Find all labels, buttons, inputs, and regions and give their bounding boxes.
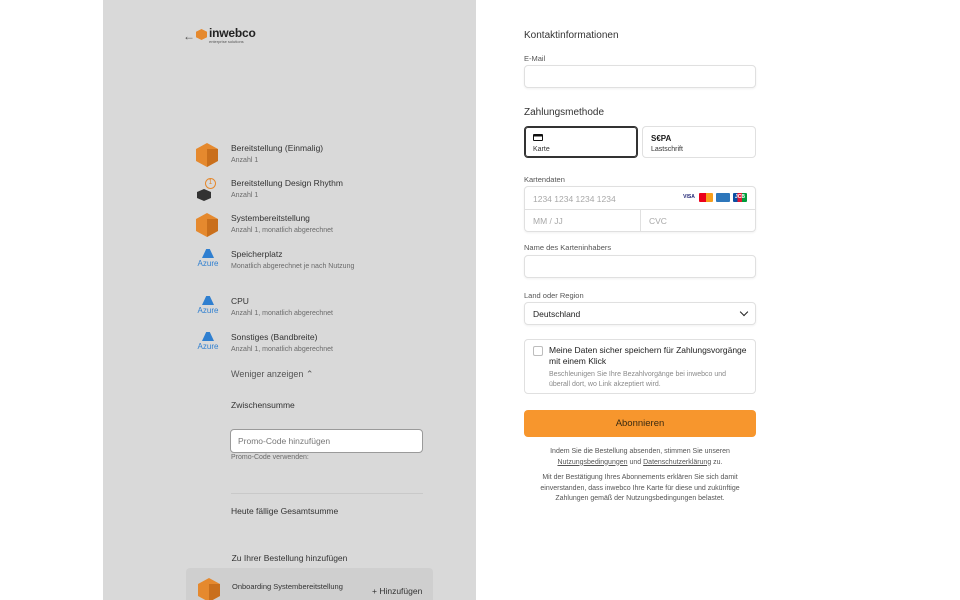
divider xyxy=(231,493,423,494)
promo-code-input[interactable]: Promo-Code hinzufügen xyxy=(230,429,423,453)
upsell-name: Onboarding Systembereitstellung xyxy=(232,582,343,591)
line-item xyxy=(196,178,436,208)
show-less-toggle[interactable] xyxy=(231,369,313,380)
logo-mark-icon xyxy=(196,29,207,40)
line-item-sub: Anzahl 1 xyxy=(231,192,259,199)
save-info-description: Beschleunigen Sie Ihre Bezahlvorgänge bei inwebco und überall dort, wo Link akzeptiert wird. xyxy=(549,371,727,388)
cardholder-label: Name des Karteninhabers xyxy=(524,243,612,252)
line-item-sub: Anzahl 1, monatlich abgerechnet xyxy=(231,227,333,234)
cardholder-name-field[interactable] xyxy=(524,255,756,278)
save-info-checkbox[interactable] xyxy=(533,346,543,356)
card-details-label: Kartendaten xyxy=(524,175,565,184)
line-item-sub: Anzahl 1 xyxy=(231,157,259,164)
promo-code-label: Promo-Code verwenden: xyxy=(231,454,309,461)
rhythm-badge: 1 xyxy=(205,178,216,189)
inwebco-logo[interactable] xyxy=(196,26,256,44)
show-less-label: Weniger anzeigen xyxy=(231,369,304,379)
line-item xyxy=(196,296,436,326)
country-label: Land oder Region xyxy=(524,291,584,300)
terms-link[interactable]: Nutzungsbedingungen xyxy=(557,458,628,466)
save-info-box xyxy=(524,339,756,394)
card-details-group xyxy=(524,186,756,232)
legal-consent-text: Mit der Bestätigung Ihres Abonnements erklären Sie sich damit einverstanden, dass inwebco Ihre Karte für diese und zukünftige Zahlungen gemäß der Nutzungsbedingungen belastet. xyxy=(540,474,740,502)
email-label: E-Mail xyxy=(524,54,546,63)
logo-text: inwebco xyxy=(209,26,256,40)
expiry-input[interactable]: MM / JJ xyxy=(533,216,563,226)
line-item xyxy=(196,213,436,243)
upsell-item xyxy=(186,568,433,600)
line-item-name: Systembereitstellung xyxy=(231,213,310,223)
privacy-link[interactable]: Datenschutzerklärung xyxy=(643,458,712,466)
legal-text-a: Indem Sie die Bestellung absenden, stimmen Sie unseren xyxy=(550,448,730,455)
line-item-name: Bereitstellung (Einmalig) xyxy=(231,143,324,153)
contact-heading: Kontaktinformationen xyxy=(524,30,619,41)
amex-icon xyxy=(716,193,730,202)
card-icon xyxy=(533,134,543,141)
sepa-icon: S€PA xyxy=(651,134,672,143)
azure-label: Azure xyxy=(197,306,219,315)
visa-icon: VISA xyxy=(683,194,695,200)
checkout-form xyxy=(476,0,960,600)
cube-icon xyxy=(198,578,220,600)
line-item-sub: Monatlich abgerechnet je nach Nutzung xyxy=(231,263,355,270)
jcb-icon: JCB xyxy=(734,194,745,200)
card-brands xyxy=(682,193,747,202)
subtotal-label: Zwischensumme xyxy=(231,400,295,410)
subscribe-button[interactable]: Abonnieren xyxy=(524,410,756,437)
total-due-label: Heute fällige Gesamtsumme xyxy=(231,506,339,516)
country-value: Deutschland xyxy=(533,309,581,319)
save-info-title: Meine Daten sicher speichern für Zahlungsvorgänge mit einem Klick xyxy=(549,345,747,366)
add-upsell-button[interactable]: + Hinzufügen xyxy=(372,586,423,596)
line-item-sub: Anzahl 1, monatlich abgerechnet xyxy=(231,310,333,317)
card-number-input[interactable]: 1234 1234 1234 1234 xyxy=(533,194,616,204)
azure-icon xyxy=(196,296,220,322)
line-item-sub: Anzahl 1, monatlich abgerechnet xyxy=(231,346,333,353)
back-arrow-icon[interactable]: ← xyxy=(183,29,195,43)
logo-subtitle: enterprise solutions xyxy=(209,39,244,44)
mastercard-icon xyxy=(699,193,713,202)
payment-heading: Zahlungsmethode xyxy=(524,107,605,118)
country-select[interactable] xyxy=(524,302,756,325)
payment-method-label: Karte xyxy=(533,146,550,153)
add-to-order-heading: Zu Ihrer Bestellung hinzufügen xyxy=(231,553,348,563)
azure-icon xyxy=(196,249,220,275)
chevron-up-icon: ⌃ xyxy=(305,369,314,379)
azure-label: Azure xyxy=(197,259,219,268)
line-item-name: Sonstiges (Bandbreite) xyxy=(231,332,318,342)
legal-terms-text xyxy=(526,447,754,468)
payment-method-sepa[interactable] xyxy=(642,126,756,158)
azure-label: Azure xyxy=(197,342,219,351)
chevron-down-icon xyxy=(740,308,748,316)
azure-icon xyxy=(196,332,220,358)
legal-text-end: zu. xyxy=(713,458,723,466)
email-field[interactable] xyxy=(524,65,756,88)
cube-icon xyxy=(196,213,220,239)
payment-method-label: Lastschrift xyxy=(651,146,683,153)
cube-icon xyxy=(196,143,220,169)
line-item xyxy=(196,332,436,362)
line-item-name: Bereitstellung Design Rhythm xyxy=(231,178,343,188)
rhythm-icon xyxy=(196,178,220,204)
line-item xyxy=(196,249,436,279)
line-item-name: CPU xyxy=(231,296,249,306)
legal-text-and: und xyxy=(629,458,642,466)
order-summary-panel xyxy=(103,0,476,600)
cvc-input[interactable]: CVC xyxy=(649,216,667,226)
line-item xyxy=(196,143,436,173)
line-item-name: Speicherplatz xyxy=(231,249,283,259)
payment-method-card[interactable] xyxy=(524,126,638,158)
